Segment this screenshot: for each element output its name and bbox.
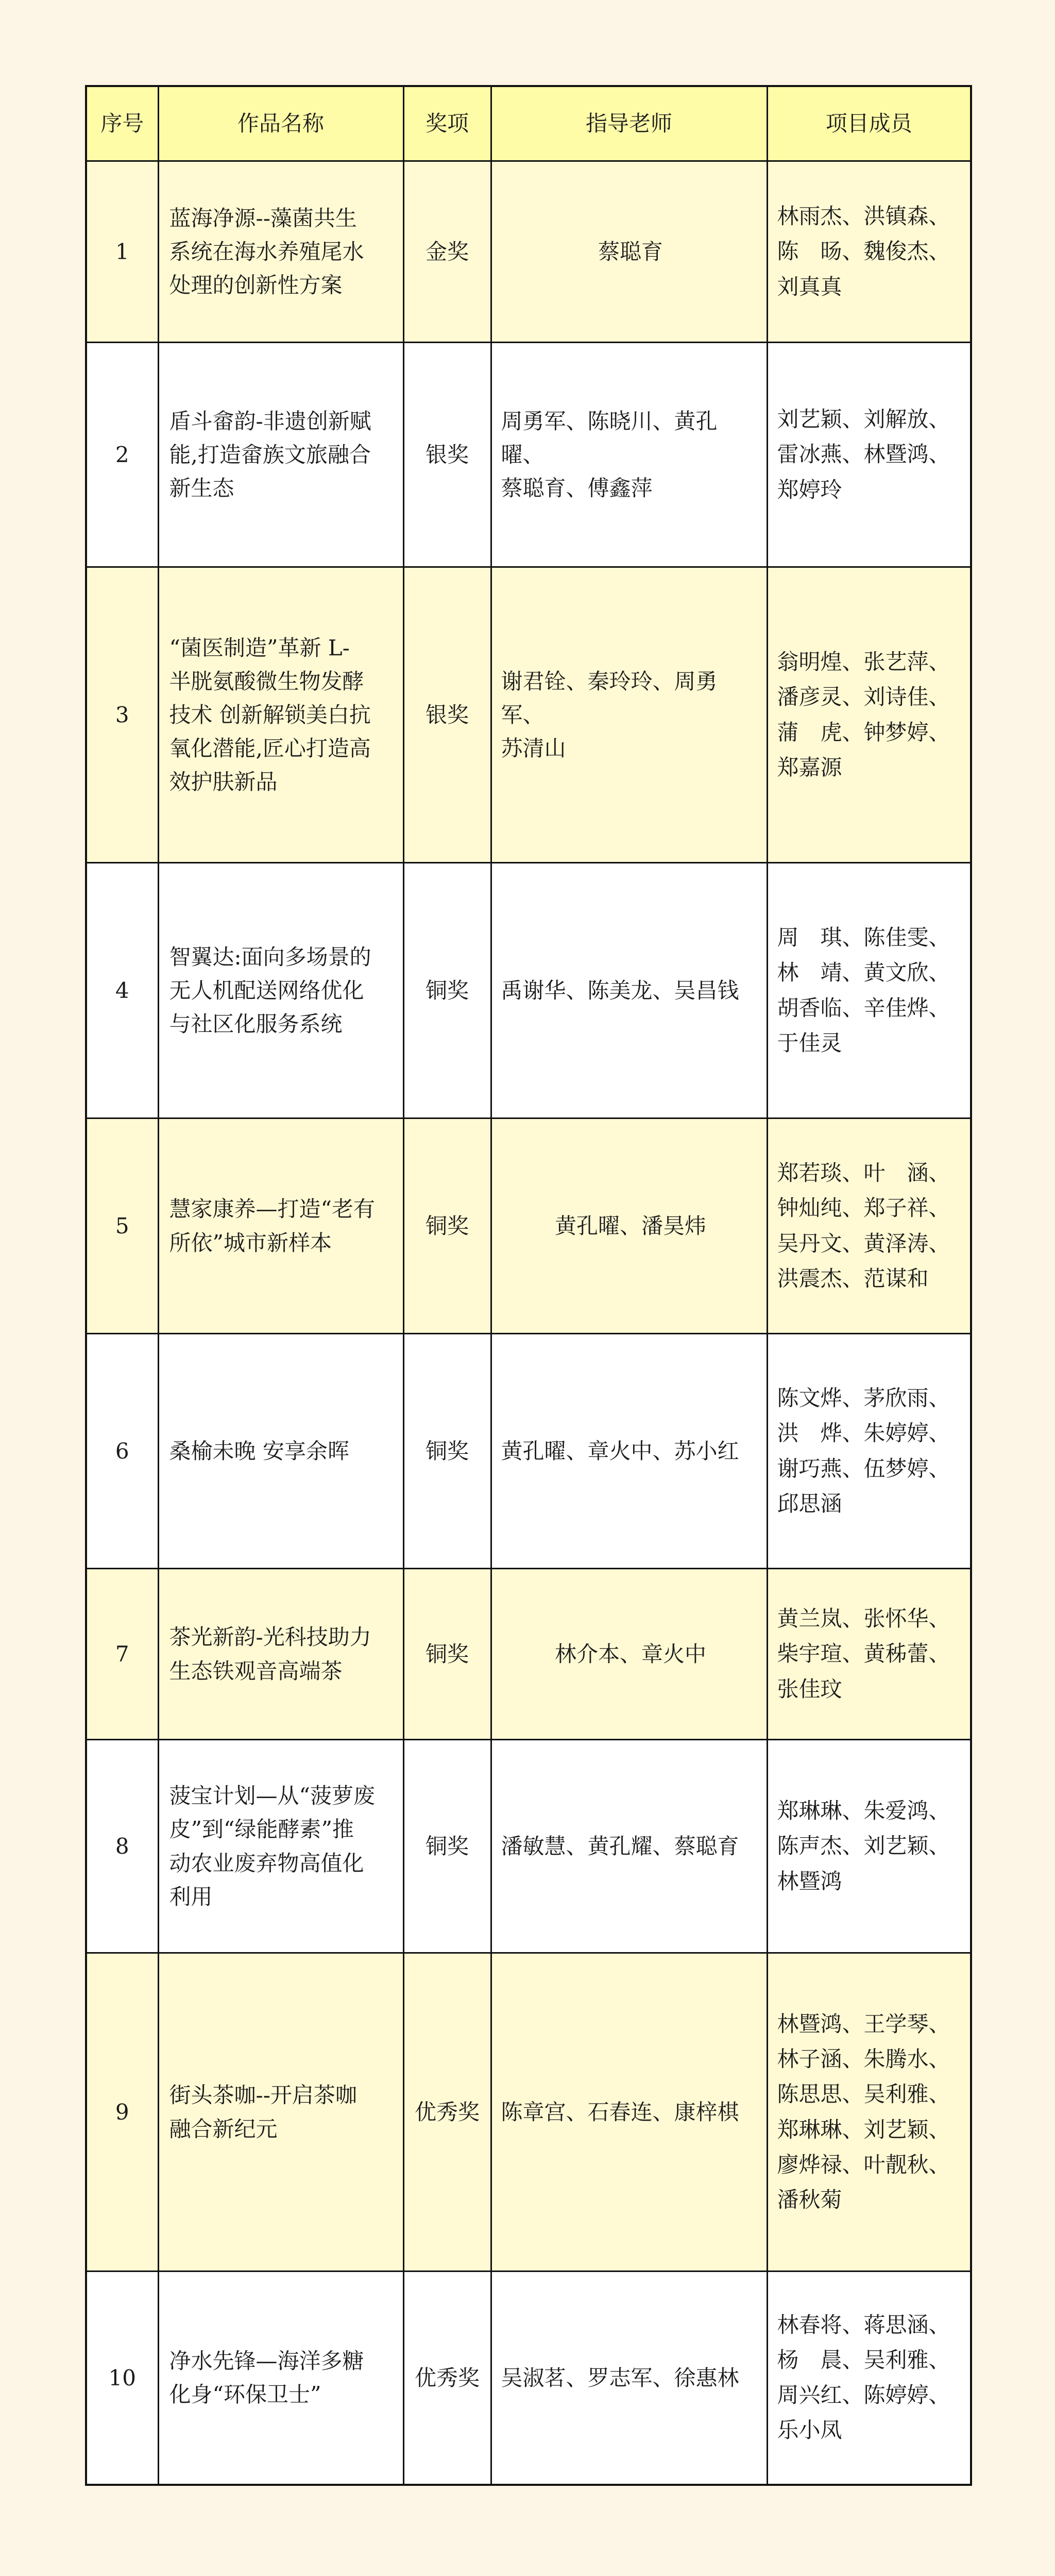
members-line: 刘真真 — [777, 274, 842, 299]
project-name — [158, 1118, 403, 1334]
members — [767, 1334, 971, 1569]
row-no: 10 — [86, 2272, 158, 2485]
project-name-line: 融合新纪元 — [169, 2116, 278, 2142]
members-line: 雷冰燕、林暨鸿、 — [777, 442, 950, 467]
members-line: 柴宇瑄、黄秭蕾、 — [777, 1641, 950, 1667]
project-name-line: 系统在海水养殖尾水 — [169, 239, 364, 264]
members — [767, 567, 971, 863]
project-name-line: 氧化潜能,匠心打造高 — [169, 736, 371, 761]
members — [767, 1740, 971, 1953]
award: 优秀奖 — [403, 2272, 491, 2485]
teachers — [491, 343, 767, 567]
award: 铜奖 — [403, 863, 491, 1118]
members-line: 郑婷玲 — [777, 477, 842, 502]
teachers-line: 陈章宫、石春连、康梓棋 — [501, 2099, 739, 2125]
members — [767, 2272, 971, 2485]
members-line: 陈思思、吴利雅、 — [777, 2081, 950, 2107]
awards-table-wrapper — [85, 85, 970, 2486]
members-line: 杨 晨、吴利雅、 — [777, 2347, 950, 2373]
members-line: 洪震杰、范谋和 — [777, 1265, 929, 1291]
members-line: 于佳灵 — [777, 1030, 842, 1056]
award: 银奖 — [403, 567, 491, 863]
project-name — [158, 1569, 403, 1740]
table-row — [86, 1569, 971, 1740]
project-name-line: 净水先锋—海洋多糖 — [169, 2348, 364, 2374]
members — [767, 863, 971, 1118]
row-no: 7 — [86, 1569, 158, 1740]
project-name-line: 能,打造畲族文旅融合 — [169, 442, 371, 467]
teachers — [491, 1118, 767, 1334]
project-name-line: 新生态 — [169, 476, 234, 501]
project-name-line: 动农业废弃物高值化 — [169, 1850, 364, 1876]
table-row — [86, 1740, 971, 1953]
project-name-line: 利用 — [169, 1884, 213, 1909]
row-no: 5 — [86, 1118, 158, 1334]
table-header-row — [86, 86, 971, 161]
awards-table — [85, 85, 972, 2486]
project-name — [158, 1953, 403, 2272]
teachers-line: 蔡聪育、傅鑫萍 — [501, 476, 653, 501]
project-name-line: 智翼达:面向多场景的 — [169, 944, 371, 970]
members-line: 郑嘉源 — [777, 754, 842, 780]
project-name-line: 蓝海净源--藻菌共生 — [169, 205, 357, 231]
award: 优秀奖 — [403, 1953, 491, 2272]
members — [767, 343, 971, 567]
award: 铜奖 — [403, 1118, 491, 1334]
award: 铜奖 — [403, 1334, 491, 1569]
members-line: 潘秋菊 — [777, 2187, 842, 2212]
award: 银奖 — [403, 343, 491, 567]
members-line: 林 靖、黄文欣、 — [777, 960, 950, 986]
row-no: 3 — [86, 567, 158, 863]
members-line: 周 琪、陈佳雯、 — [777, 925, 950, 951]
teachers-line: 苏清山 — [501, 736, 566, 761]
header-award: 奖项 — [403, 86, 491, 161]
members-line: 钟灿纯、郑子祥、 — [777, 1195, 950, 1221]
award: 铜奖 — [403, 1740, 491, 1953]
teachers — [491, 863, 767, 1118]
table-row — [86, 567, 971, 863]
project-name-line: 慧家康养—打造“老有 — [169, 1196, 375, 1222]
project-name-line: 盾斗畲韵-非遗创新赋 — [169, 408, 371, 434]
teachers — [491, 1953, 767, 2272]
project-name-line: 皮”到“绿能酵素”推 — [169, 1817, 354, 1842]
teachers-line: 黄孔曜、章火中、苏小红 — [501, 1438, 739, 1464]
project-name-line: 处理的创新性方案 — [169, 273, 343, 298]
members-line: 林暨鸿、王学琴、 — [777, 2011, 950, 2037]
project-name — [158, 1740, 403, 1953]
teachers — [491, 1740, 767, 1953]
members — [767, 1118, 971, 1334]
project-name-line: 菠宝计划—从“菠萝废 — [169, 1783, 375, 1809]
project-name-line: “菌医制造”革新 L- — [169, 635, 350, 660]
teachers-line: 蔡聪育 — [598, 239, 663, 264]
members-line: 刘艺颖、刘解放、 — [777, 406, 950, 432]
members-line: 胡香临、辛佳烨、 — [777, 995, 950, 1021]
members-line: 林春将、蒋思涵、 — [777, 2312, 950, 2338]
members-line: 翁明煌、张艺萍、 — [777, 649, 950, 675]
members-line: 周兴红、陈婷婷、 — [777, 2382, 950, 2408]
members-line: 邱思涵 — [777, 1490, 842, 1516]
members-line: 谢巧燕、伍梦婷、 — [777, 1455, 950, 1481]
project-name — [158, 1334, 403, 1569]
project-name-line: 化身“环保卫士” — [169, 2382, 321, 2408]
teachers-line: 谢君铨、秦玲玲、周勇军、 — [501, 668, 718, 727]
project-name-line: 半胱氨酸微生物发酵 — [169, 668, 364, 694]
members-line: 黄兰岚、张怀华、 — [777, 1606, 950, 1632]
project-name-line: 技术 创新解锁美白抗 — [169, 702, 371, 727]
members-line: 郑若琰、叶 涵、 — [777, 1160, 950, 1186]
project-name-line: 茶光新韵-光科技助力 — [169, 1624, 371, 1650]
project-name-line: 与社区化服务系统 — [169, 1011, 343, 1037]
table-row — [86, 863, 971, 1118]
members-line: 陈声杰、刘艺颖、 — [777, 1833, 950, 1859]
members-line: 潘彦灵、刘诗佳、 — [777, 684, 950, 710]
teachers — [491, 1569, 767, 1740]
project-name — [158, 161, 403, 343]
project-name-line: 无人机配送网络优化 — [169, 977, 364, 1003]
members — [767, 161, 971, 343]
teachers — [491, 567, 767, 863]
project-name-line: 生态铁观音高端茶 — [169, 1658, 343, 1684]
teachers-line: 周勇军、陈晓川、黄孔曜、 — [501, 408, 718, 467]
members-line: 陈文烨、茅欣雨、 — [777, 1385, 950, 1411]
table-row — [86, 161, 971, 343]
members-line: 林暨鸿 — [777, 1868, 842, 1894]
members — [767, 1569, 971, 1740]
teachers-line: 黄孔曜、潘昊炜 — [554, 1213, 706, 1239]
members-line: 乐小凤 — [777, 2417, 842, 2443]
teachers — [491, 2272, 767, 2485]
members-line: 蒲 虎、钟梦婷、 — [777, 719, 950, 745]
teachers-line: 潘敏慧、黄孔耀、蔡聪育 — [501, 1833, 739, 1859]
project-name — [158, 567, 403, 863]
row-no: 8 — [86, 1740, 158, 1953]
project-name-line: 效护肤新品 — [169, 769, 278, 795]
members-line: 林雨杰、洪镇森、 — [777, 204, 950, 229]
table-row — [86, 1118, 971, 1334]
members-line: 郑琳琳、朱爱鸿、 — [777, 1798, 950, 1824]
project-name-line: 街头茶咖--开启茶咖 — [169, 2082, 357, 2108]
members-line: 陈 旸、魏俊杰、 — [777, 239, 950, 264]
header-members: 项目成员 — [767, 86, 971, 161]
teachers-line: 禹谢华、陈美龙、吴昌钱 — [501, 977, 739, 1003]
members — [767, 1953, 971, 2272]
members-line: 张佳玟 — [777, 1676, 842, 1702]
teachers — [491, 1334, 767, 1569]
header-project-name: 作品名称 — [158, 86, 403, 161]
award: 铜奖 — [403, 1569, 491, 1740]
members-line: 洪 烨、朱婷婷、 — [777, 1420, 950, 1446]
table-row — [86, 343, 971, 567]
project-name-line: 桑榆未晚 安享余晖 — [169, 1438, 349, 1464]
row-no: 6 — [86, 1334, 158, 1569]
members-line: 廖烨禄、叶靓秋、 — [777, 2151, 950, 2177]
project-name-line: 所依”城市新样本 — [169, 1230, 332, 1256]
table-row — [86, 1953, 971, 2272]
teachers-line: 吴淑茗、罗志军、徐惠林 — [501, 2365, 739, 2391]
members-line: 郑琳琳、刘艺颖、 — [777, 2116, 950, 2142]
members-line: 吴丹文、黄泽涛、 — [777, 1230, 950, 1256]
header-no: 序号 — [86, 86, 158, 161]
project-name — [158, 343, 403, 567]
members-line: 林子涵、朱腾水、 — [777, 2046, 950, 2072]
table-row — [86, 2272, 971, 2485]
header-teachers: 指导老师 — [491, 86, 767, 161]
row-no: 4 — [86, 863, 158, 1118]
row-no: 2 — [86, 343, 158, 567]
row-no: 1 — [86, 161, 158, 343]
row-no: 9 — [86, 1953, 158, 2272]
teachers-line: 林介本、章火中 — [554, 1641, 706, 1667]
award: 金奖 — [403, 161, 491, 343]
project-name — [158, 2272, 403, 2485]
table-row — [86, 1334, 971, 1569]
teachers — [491, 161, 767, 343]
project-name — [158, 863, 403, 1118]
